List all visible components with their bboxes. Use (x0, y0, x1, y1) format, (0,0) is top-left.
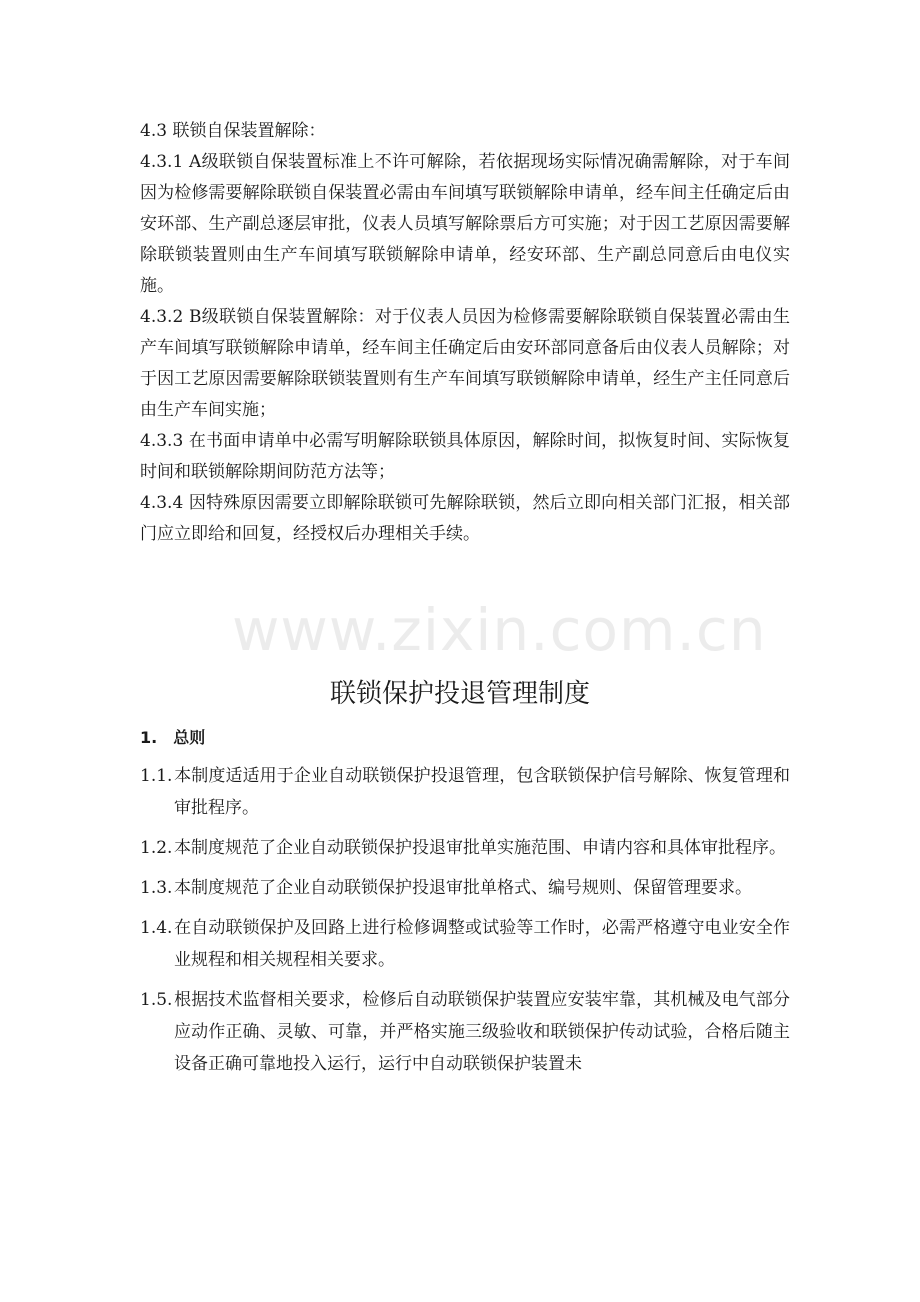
item-number: 1.2. (140, 838, 173, 858)
item-number: 1.1. (140, 766, 173, 786)
section-4-3-heading: 4.3 联锁自保装置解除： (140, 121, 326, 141)
list-item (140, 832, 790, 864)
item-number: 1.3. (140, 878, 173, 898)
section-1-heading: 1. 总则 (140, 728, 206, 747)
list-item (140, 872, 790, 904)
list-item (140, 912, 790, 976)
item-text: 本制度适适用于企业自动联锁保护投退管理，包含联锁保护信号解除、恢复管理和审批程序。 (174, 766, 790, 818)
section-1 (140, 722, 790, 1088)
paragraph-4-3-3: 4.3.3 在书面申请单中必需写明解除联锁具体原因，解除时间，拟恢复时间、实际恢复时间和联锁解除期间防范方法等； (140, 431, 790, 482)
document-title: 联锁保护投退管理制度 (329, 679, 590, 709)
list-item (140, 984, 790, 1080)
item-number: 1.5. (140, 990, 173, 1010)
watermark: www.zixin.com.cn (232, 596, 767, 664)
item-text: 在自动联锁保护及回路上进行检修调整或试验等工作时，必需严格遵守电业安全作业规程和相关规程相关要求。 (174, 918, 790, 970)
item-text: 本制度规范了企业自动联锁保护投退审批单格式、编号规则、保留管理要求。 (174, 878, 752, 898)
list-item (140, 760, 790, 824)
item-text: 本制度规范了企业自动联锁保护投退审批单实施范围、申请内容和具体审批程序。 (174, 838, 786, 858)
section-4-3 (140, 116, 790, 550)
item-text: 根据技术监督相关要求，检修后自动联锁保护装置应安装牢靠，其机械及电气部分应动作正确、灵敏、可靠，并严格实施三级验收和联锁保护传动试验，合格后随主设备正确可靠地投入运行，运行中自动联锁保护装置未 (174, 990, 790, 1074)
paragraph-4-3-4: 4.3.4 因特殊原因需要立即解除联锁可先解除联锁，然后立即向相关部门汇报，相关部门应立即给和回复，经授权后办理相关手续。 (140, 493, 790, 544)
item-number: 1.4. (140, 918, 173, 938)
paragraph-4-3-2: 4.3.2 B级联锁自保装置解除：对于仪表人员因为检修需要解除联锁自保装置必需由生产车间填写联锁解除申请单，经车间主任确定后由安环部同意备后由仪表人员解除；对于因工艺原因需要解除联锁装置则有生产车间填写联锁解除申请单，经生产主任同意后由生产车间实施； (140, 307, 790, 420)
paragraph-4-3-1: 4.3.1 A级联锁自保装置标准上不许可解除，若依据现场实际情况确需解除，对于车间因为检修需要解除联锁自保装置必需由车间填写联锁解除申请单，经车间主任确定后由安环部、生产副总逐层审批，仪表人员填写解除票后方可实施；对于因工艺原因需要解除联锁装置则由生产车间填写联锁解除申请单，经安环部、生产副总同意后由电仪实施。 (140, 152, 790, 296)
